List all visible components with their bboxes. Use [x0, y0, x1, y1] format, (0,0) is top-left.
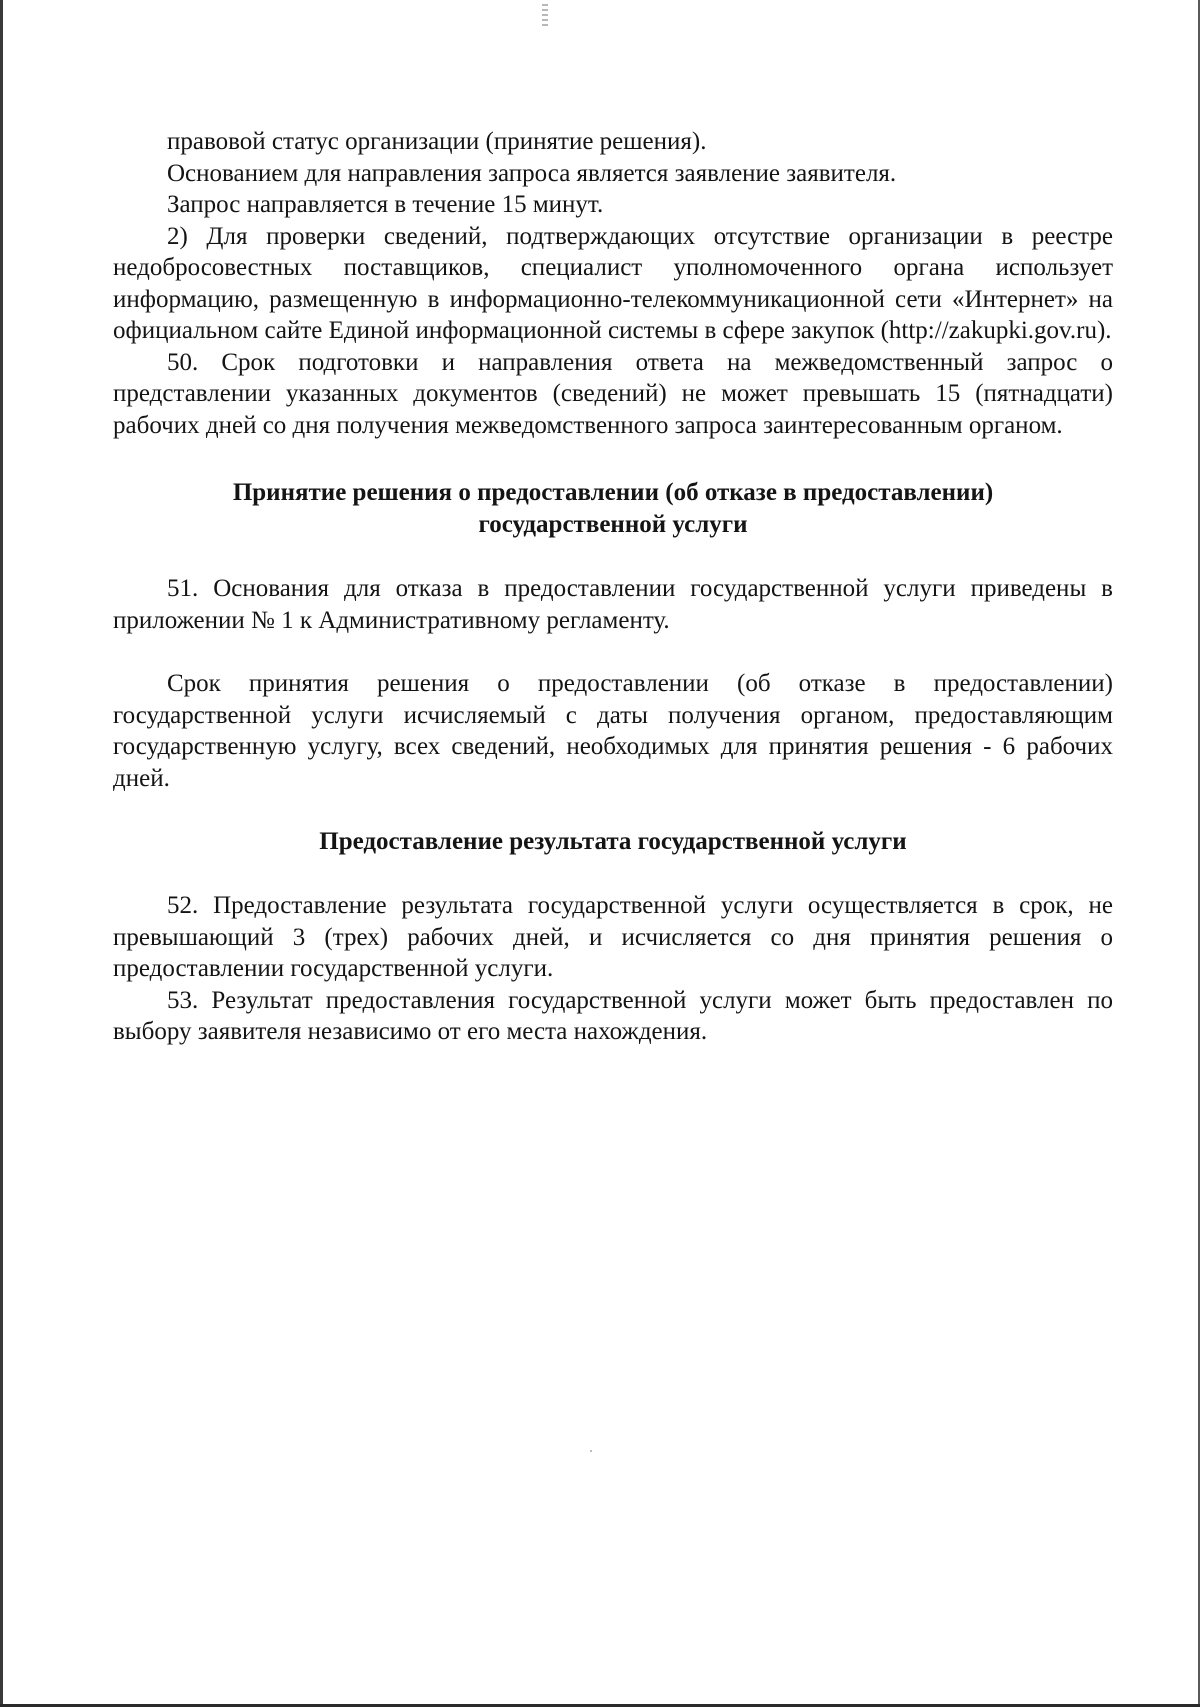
spacer: [113, 858, 1113, 890]
paragraph-item-52: 52. Предоставление результата государственной услуги осуществляется в срок, не превышающий 3 (трех) рабочих дней, и исчисляется со дня принятия решения о предоставлении государственной услуги.: [113, 892, 1113, 982]
paragraph-decision-term: Срок принятия решения о предоставлении (об отказе в предоставлении) государственной услуги исчисляемый с даты получения органом, предоставляющим государственную услугу, всех сведений, необходимых для принятия решения - 6 рабочих дней.: [113, 670, 1113, 792]
paragraph-line: Запрос направляется в течение 15 минут.: [167, 191, 604, 218]
paragraph-item-51: 51. Основания для отказа в предоставлении государственной услуги приведены в приложении № 1 к Административному регламенту.: [113, 575, 1113, 634]
spacer: [113, 541, 1113, 573]
scan-border-left: [0, 0, 3, 1707]
paragraph-item-50: 50. Срок подготовки и направления ответа на межведомственный запрос о представлении указанных документов (сведений) не может превышать 15 (пятнадцати) рабочих дней со дня получения межведомственного запроса заинтересованным органом.: [113, 348, 1113, 439]
spacer: [113, 794, 1113, 826]
spacer: [113, 441, 1113, 477]
paragraph-line: Основанием для направления запроса является заявление заявителя.: [167, 159, 897, 187]
section-heading-decision-continued: государственной услуги: [478, 511, 748, 538]
scan-artifact: [590, 1450, 592, 1452]
scan-artifact: [542, 4, 548, 26]
spacer: [113, 636, 1113, 668]
document-body: [113, 126, 1113, 1048]
section-heading-result: Предоставление результата государственной услуги: [319, 828, 907, 855]
paragraph-item-53: 53. Результат предоставления государственной услуги может быть предоставлен по выбору заявителя независимо от его места нахождения.: [113, 986, 1113, 1045]
section-heading-decision: Принятие решения о предоставлении (об отказе в предоставлении): [232, 479, 994, 506]
paragraph-line: правовой статус организации (принятие решения).: [167, 128, 707, 155]
paragraph-item-2: 2) Для проверки сведений, подтверждающих отсутствие организации в реестре недобросовестных поставщиков, специалист уполномоченного органа использует информацию, размещенную в информационно-телекоммуникационной сети «Интернет» на официальном сайте Единой информационной системы в сфере закупок (http://zakupki.gov.ru).: [113, 222, 1113, 344]
